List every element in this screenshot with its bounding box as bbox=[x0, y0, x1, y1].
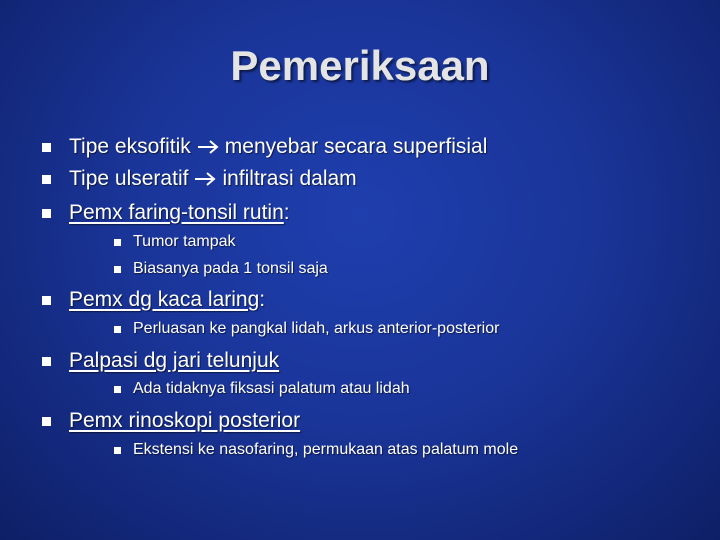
sub-bullet-item bbox=[114, 380, 410, 398]
right-arrow-icon bbox=[197, 140, 219, 154]
item-text: Pemx dg kaca laring bbox=[69, 288, 260, 311]
square-bullet-icon bbox=[114, 447, 121, 454]
bullet-item-faring-tonsil bbox=[42, 201, 290, 225]
bullet-item-kaca-laring bbox=[42, 288, 265, 312]
square-bullet-icon bbox=[42, 357, 51, 366]
square-bullet-icon bbox=[114, 326, 121, 333]
sub-bullet-item bbox=[114, 233, 236, 251]
square-bullet-icon bbox=[42, 296, 51, 305]
square-bullet-icon bbox=[42, 175, 51, 184]
item-text: Biasanya pada 1 tonsil saja bbox=[133, 260, 328, 277]
sub-bullet-item bbox=[114, 260, 328, 278]
slide-title: Pemeriksaan bbox=[230, 42, 490, 89]
item-text: Tipe ulseratif bbox=[69, 167, 189, 190]
item-text: infiltrasi dalam bbox=[222, 167, 357, 190]
square-bullet-icon bbox=[42, 143, 51, 152]
square-bullet-icon bbox=[42, 417, 51, 426]
item-text: Tumor tampak bbox=[133, 233, 236, 250]
item-text: Pemx rinoskopi posterior bbox=[69, 409, 301, 432]
bullet-item-eksofitik bbox=[42, 135, 487, 159]
item-text: Perluasan ke pangkal lidah, arkus anterior-posterior bbox=[133, 320, 500, 337]
right-arrow-icon bbox=[194, 172, 216, 186]
item-text: Tipe eksofitik bbox=[69, 135, 191, 158]
bullet-item-rinoskopi bbox=[42, 409, 300, 433]
sub-bullet-item bbox=[114, 320, 499, 338]
square-bullet-icon bbox=[114, 239, 121, 246]
item-text: Pemx faring-tonsil rutin bbox=[69, 201, 284, 224]
item-text: Ada tidaknya fiksasi palatum atau lidah bbox=[133, 380, 410, 397]
square-bullet-icon bbox=[114, 266, 121, 273]
square-bullet-icon bbox=[114, 386, 121, 393]
item-text: Ekstensi ke nasofaring, permukaan atas palatum mole bbox=[133, 441, 519, 458]
bullet-item-ulseratif bbox=[42, 167, 357, 191]
sub-bullet-item bbox=[114, 441, 518, 459]
item-suffix: : bbox=[259, 288, 266, 311]
item-text: Palpasi dg jari telunjuk bbox=[69, 349, 280, 372]
item-text: menyebar secara superfisial bbox=[224, 135, 488, 158]
square-bullet-icon bbox=[42, 209, 51, 218]
item-suffix: : bbox=[283, 201, 290, 224]
bullet-item-palpasi bbox=[42, 349, 279, 373]
